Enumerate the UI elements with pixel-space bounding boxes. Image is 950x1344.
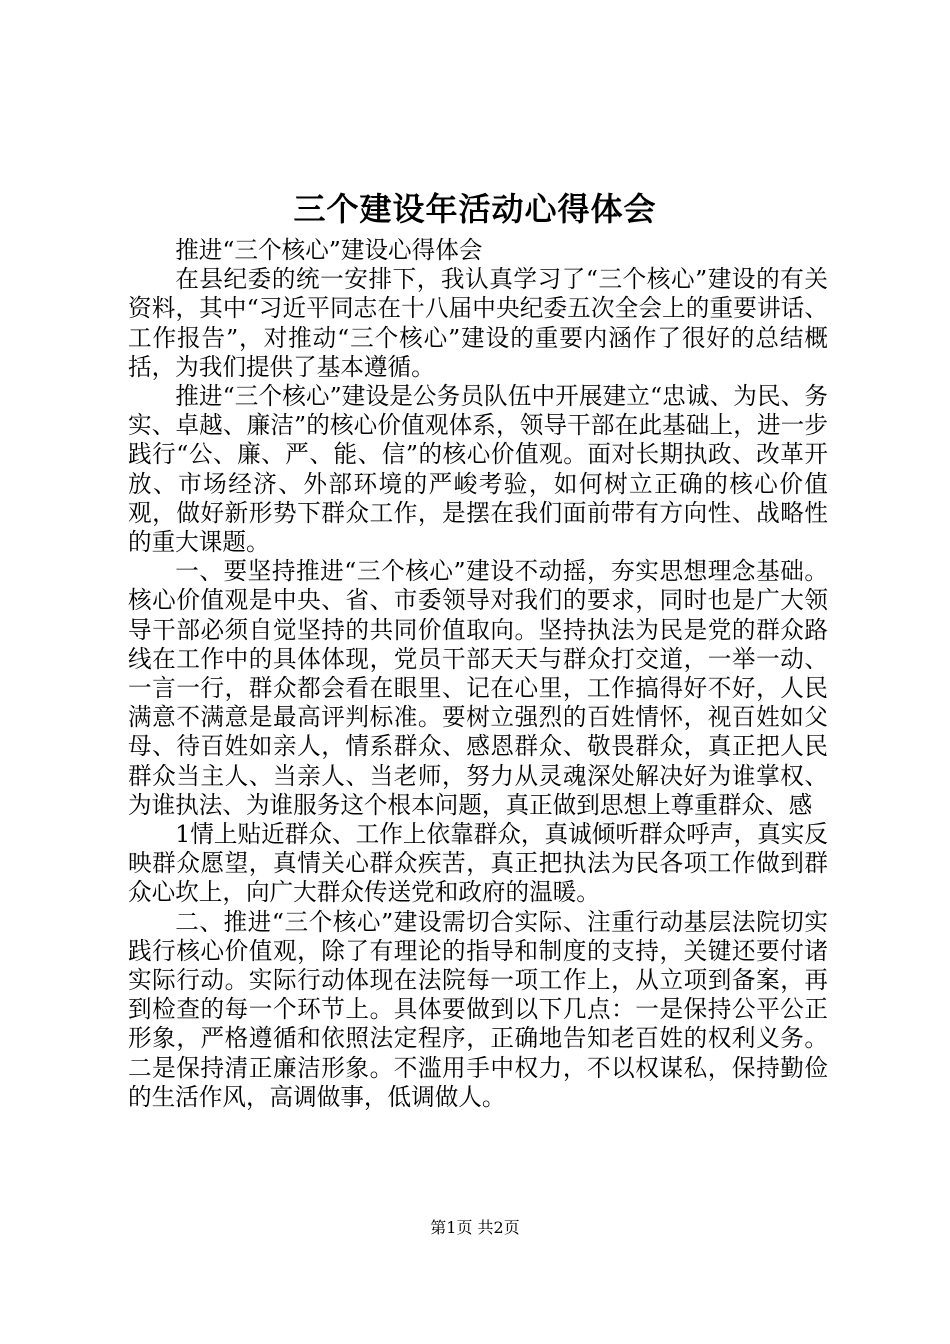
paragraph-intro: 在县纪委的统一安排下，我认真学习了“三个核心”建设的有关资料，其中“习近平同志在十八届中央纪委五次全会上的重要讲话、工作报告”，对推动“三个核心”建设的重要内涵作了很好的总结概括，为我们提供了基本遵循。 xyxy=(128,265,828,381)
paragraph-background: 推进“三个核心”建设是公务员队伍中开展建立“忠诚、为民、务实、卓越、廉洁”的核心价值观体系，领导干部在此基础上，进一步践行“公、廉、严、能、信”的核心价值观。面对长期执政、改革开放、市场经济、外部环境的严峻考验，如何树立正确的核心价值观，做好新形势下群众工作，是摆在我们面前带有方向性、战略性的重大课题。 xyxy=(128,382,828,557)
document-title: 三个建设年活动心得体会 xyxy=(293,190,657,228)
page-number-footer: 第1页 共2页 xyxy=(430,1218,520,1237)
paragraph-point-two: 二、推进“三个核心”建设需切合实际、注重行动基层法院切实践行核心价值观，除了有理论的指导和制度的支持，关键还要付诸实际行动。实际行动体现在法院每一项工作上，从立项到备案，再到检查的每一个环节上。具体要做到以下几点：一是保持公平公正形象，严格遵循和依照法定程序，正确地告知老百姓的权利义务。二是保持清正廉洁形象。不滥用手中权力，不以权谋私，保持勤俭的生活作风，高调做事，低调做人。 xyxy=(128,907,828,1111)
paragraph-point-one: 一、要坚持推进“三个核心”建设不动摇，夯实思想理念基础。核心价值观是中央、省、市委领导对我们的要求，同时也是广大领导干部必须自觉坚持的共同价值取向。坚持执法为民是党的群众路线在工作中的具体体现，党员干部天天与群众打交道，一举一动、一言一行，群众都会看在眼里、记在心里，工作搞得好不好，人民满意不满意是最高评判标准。要树立强烈的百姓情怀，视百姓如父母、待百姓如亲人，情系群众、感恩群众、敬畏群众，真正把人民群众当主人、当亲人、当老师，努力从灵魂深处解决好为谁掌权、为谁执法、为谁服务这个根本问题，真正做到思想上尊重群众、感 xyxy=(128,557,828,819)
paragraph-point-one-continued: 1情上贴近群众、工作上依靠群众，真诚倾听群众呼声，真实反映群众愿望，真情关心群众疾苦，真正把执法为民各项工作做到群众心坎上，向广大群众传送党和政府的温暖。 xyxy=(128,820,828,907)
document-body xyxy=(128,236,828,1112)
paragraph-subtitle: 推进“三个核心”建设心得体会 xyxy=(175,236,483,264)
